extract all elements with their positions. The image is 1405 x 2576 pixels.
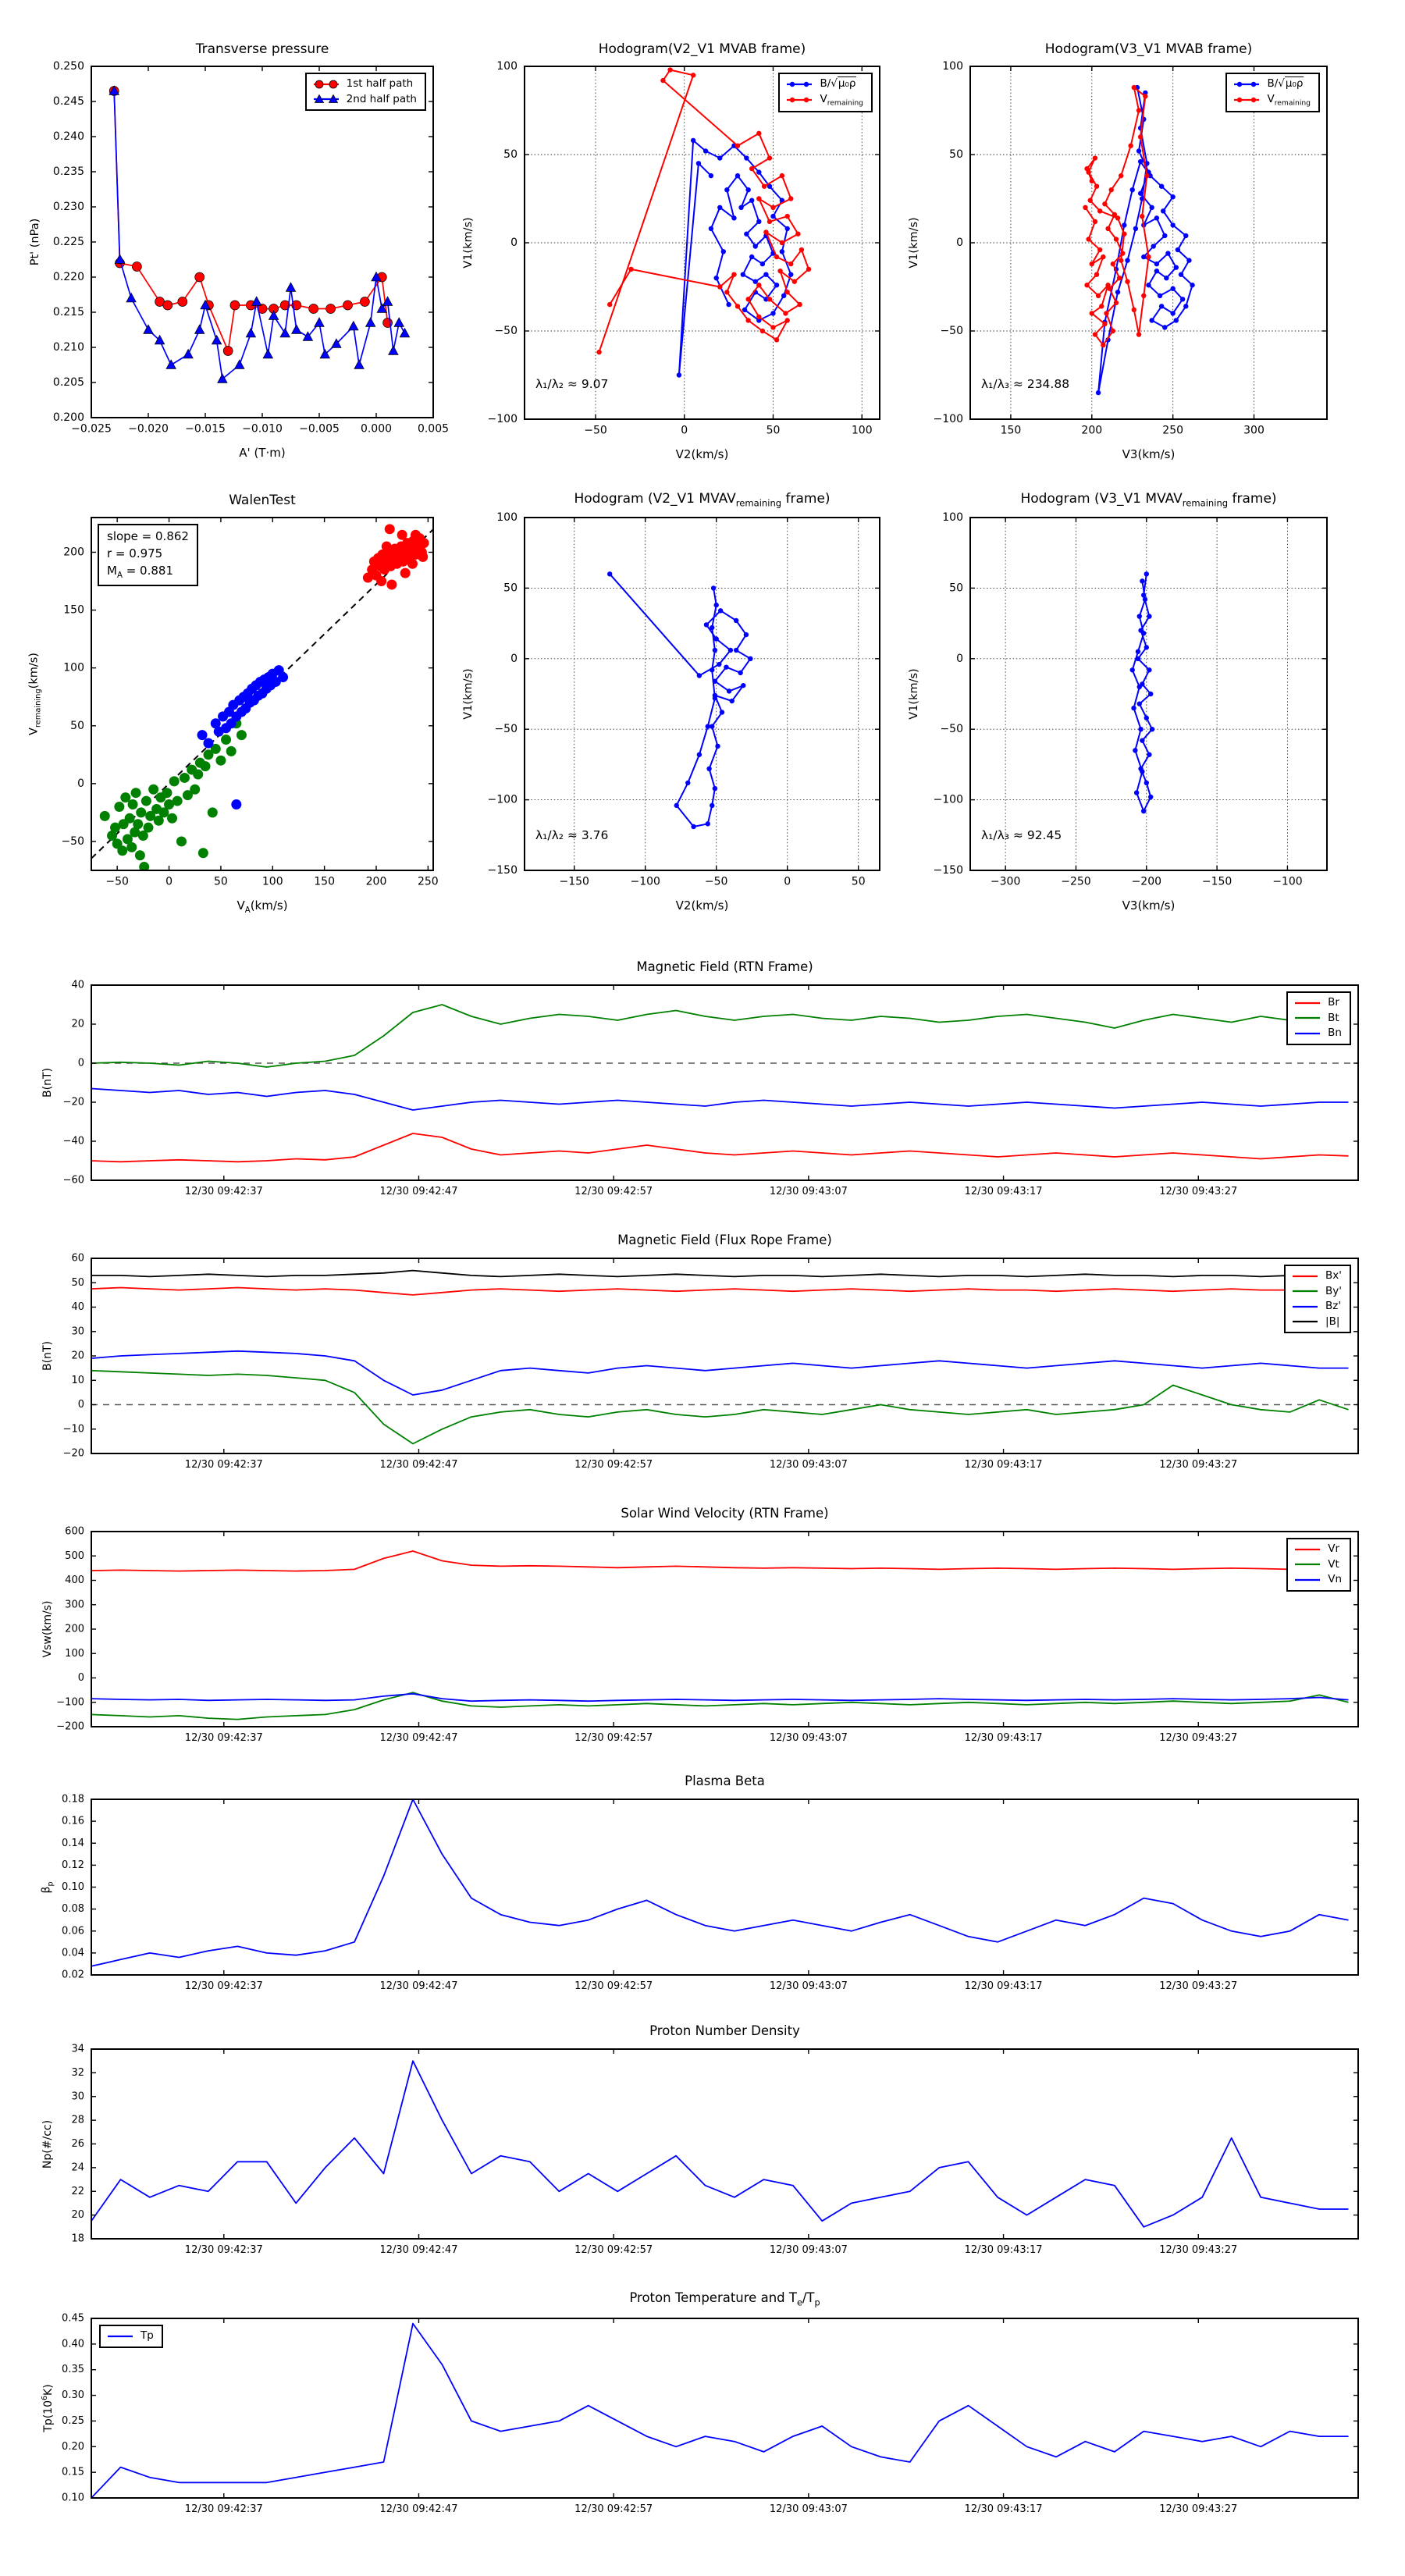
svg-text:−100: −100 [487,413,518,425]
svg-text:0: 0 [77,1399,84,1411]
svg-text:−50: −50 [494,325,518,337]
dot-line-sample-icon [785,94,813,106]
dot-line-sample-icon [1232,78,1261,91]
legend-item-label: 2nd half path [346,92,417,105]
legend [1284,1265,1351,1333]
svg-text:18: 18 [71,2233,84,2245]
svg-text:0.250: 0.250 [52,60,84,73]
plot-area [71,2043,1358,2256]
svg-text:0: 0 [77,777,84,790]
svg-text:150: 150 [1000,424,1022,437]
legend-item-label: |B| [1325,1315,1340,1328]
legend-item-label: B/√μ₀ρ [820,77,856,90]
svg-text:−40: −40 [62,1135,84,1147]
svg-text:12/30 09:42:47: 12/30 09:42:47 [379,1185,458,1197]
svg-text:−0.020: −0.020 [128,422,169,436]
svg-text:0.16: 0.16 [62,1815,84,1827]
legend-item [1293,996,1342,1010]
svg-text:−300: −300 [990,875,1021,888]
svg-text:12/30 09:43:07: 12/30 09:43:07 [769,1731,848,1744]
legend-item [1232,93,1311,109]
line-sample-icon [1291,1315,1319,1328]
svg-text:−100: −100 [933,413,963,425]
svg-text:50: 50 [70,719,84,732]
svg-text:100: 100 [496,60,518,73]
y-axis-label: Np(#/cc) [41,2119,54,2169]
svg-text:0.10: 0.10 [62,1881,84,1893]
plot-area [62,2312,1358,2515]
svg-text:10: 10 [71,1374,84,1386]
svg-text:−100: −100 [487,793,518,806]
svg-text:0: 0 [681,424,688,437]
svg-text:100: 100 [261,875,283,888]
legend-item [1291,1315,1342,1329]
svg-text:0.235: 0.235 [52,165,84,178]
svg-text:−0.025: −0.025 [71,422,112,436]
svg-text:12/30 09:42:57: 12/30 09:42:57 [574,1731,653,1744]
svg-text:50: 50 [851,875,866,888]
y-axis-label: $\beta_p$ [40,1881,55,1893]
legend-item [785,77,863,91]
svg-text:−200: −200 [56,1720,84,1733]
svg-text:50: 50 [949,582,963,595]
svg-text:0.20: 0.20 [62,2440,84,2453]
svg-text:−250: −250 [1061,875,1091,888]
svg-text:50: 50 [766,424,781,437]
chart-magnetic-field-flux-rope [41,1233,1358,1471]
svg-text:600: 600 [65,1525,84,1538]
svg-text:12/30 09:42:37: 12/30 09:42:37 [184,1185,263,1197]
legend-item-label: $V_{remaining}$ [820,92,863,108]
y-axis-label: Pt' (nPa) [29,218,41,266]
svg-text:12/30 09:42:57: 12/30 09:42:57 [574,1980,653,1992]
svg-text:12/30 09:42:47: 12/30 09:42:47 [379,2243,458,2256]
svg-text:12/30 09:42:47: 12/30 09:42:47 [379,1458,458,1471]
plot-area [487,60,880,437]
legend-item [1291,1285,1342,1299]
x-axis-label: V3(km/s) [1122,447,1176,461]
svg-text:0: 0 [77,1057,84,1069]
svg-text:20: 20 [71,2209,84,2222]
svg-text:12/30 09:43:17: 12/30 09:43:17 [964,1458,1043,1471]
svg-text:150: 150 [314,875,336,888]
legend-item [1293,1558,1342,1572]
y-axis-label: $Tp(10^6K)$ [41,2384,55,2432]
svg-text:0.25: 0.25 [62,2414,84,2427]
svg-text:100: 100 [942,60,963,73]
svg-text:−100: −100 [630,875,660,888]
chart-hodogram-v3v1-mvav [908,490,1327,913]
svg-text:0.02: 0.02 [62,1969,84,1981]
legend-item-label: Bt [1328,1011,1339,1024]
svg-text:400: 400 [65,1574,84,1586]
line-sample-icon [1293,1543,1321,1556]
svg-text:500: 500 [65,1550,84,1562]
svg-text:12/30 09:43:17: 12/30 09:43:17 [964,1185,1043,1197]
chart-title: Transverse pressure [195,41,329,57]
svg-text:−150: −150 [933,864,963,877]
line-sample-icon [1293,997,1321,1009]
svg-text:300: 300 [1243,424,1264,437]
triangle-line-sample-icon [312,93,340,105]
line-sample-icon [1293,1027,1321,1040]
legend [99,2325,163,2348]
legend-item [312,77,417,91]
svg-text:−200: −200 [1131,875,1162,888]
x-axis-label: V3(km/s) [1122,898,1176,913]
lambda-ratio-annotation: λ₁/λ₂ ≈ 9.07 [535,377,609,391]
svg-text:0.35: 0.35 [62,2364,84,2376]
x-axis-label: $V_A(km/s)$ [237,898,288,915]
svg-text:−60: −60 [62,1174,84,1187]
line-sample-icon [1293,1574,1321,1586]
legend-item-label: Bz' [1325,1300,1342,1313]
svg-text:0.245: 0.245 [52,95,84,108]
svg-text:50: 50 [949,148,963,161]
legend-item-label: Bn [1328,1026,1342,1040]
legend-item [785,93,863,109]
svg-text:0.10: 0.10 [62,2492,84,2504]
svg-text:0.225: 0.225 [52,236,84,248]
legend-item [1293,1573,1342,1587]
svg-text:12/30 09:42:57: 12/30 09:42:57 [574,2503,653,2515]
svg-text:0.005: 0.005 [417,422,450,436]
legend-item-label: Br [1328,996,1339,1009]
svg-text:−100: −100 [56,1696,84,1709]
svg-text:100: 100 [65,1647,84,1660]
legend-item-label: 1st half path [346,77,414,90]
legend [305,73,426,111]
chart-title: WalenTest [229,493,296,508]
svg-text:0.230: 0.230 [52,201,84,213]
legend-item-label: Vr [1328,1542,1339,1555]
line-sample-icon [1291,1285,1319,1297]
y-axis-label: $V_{remaining}(km/s)$ [27,653,43,735]
svg-text:−150: −150 [487,864,518,877]
legend-item [106,2329,154,2343]
svg-text:0.15: 0.15 [62,2466,84,2478]
svg-text:0: 0 [165,875,173,888]
svg-text:12/30 09:43:27: 12/30 09:43:27 [1159,1980,1238,1992]
svg-text:12/30 09:42:57: 12/30 09:42:57 [574,1458,653,1471]
chart-title: Plasma Beta [685,1774,765,1788]
chart-transverse-pressure [29,41,450,460]
svg-text:12/30 09:43:27: 12/30 09:43:27 [1159,1458,1238,1471]
svg-text:−0.015: −0.015 [185,422,226,436]
svg-text:−0.005: −0.005 [299,422,340,436]
svg-text:30: 30 [71,2090,84,2103]
svg-text:200: 200 [65,1623,84,1635]
svg-text:50: 50 [503,148,518,161]
legend-item [1293,1026,1342,1041]
svg-text:−150: −150 [1201,875,1232,888]
svg-text:0: 0 [956,237,963,249]
chart-title: Hodogram(V2_V1 MVAB frame) [598,41,806,57]
svg-text:−50: −50 [940,723,963,736]
svg-text:12/30 09:43:17: 12/30 09:43:17 [964,2243,1043,2256]
svg-text:60: 60 [71,1252,84,1265]
legend-item-label: Bx' [1325,1269,1342,1282]
plot-area [56,1525,1358,1744]
svg-text:−50: −50 [584,424,607,437]
plot-area [62,1793,1358,1992]
svg-text:0.205: 0.205 [52,376,84,389]
x-axis-label: V2(km/s) [675,447,729,461]
svg-text:12/30 09:43:17: 12/30 09:43:17 [964,1980,1043,1992]
legend-item-label: Tp [140,2329,154,2342]
chart-title: Hodogram(V3_V1 MVAB frame) [1044,41,1253,57]
svg-text:12/30 09:43:27: 12/30 09:43:27 [1159,2243,1238,2256]
svg-text:200: 200 [63,546,84,559]
y-axis-label: V1(km/s) [462,217,475,269]
x-axis-label: A' (T·m) [239,446,286,460]
lambda-ratio-annotation: λ₁/λ₃ ≈ 92.45 [981,828,1062,842]
svg-text:0.220: 0.220 [52,271,84,283]
svg-text:100: 100 [942,511,963,524]
svg-text:0.18: 0.18 [62,1793,84,1806]
svg-text:−100: −100 [933,793,963,806]
lambda-ratio-annotation: λ₁/λ₂ ≈ 3.76 [535,828,609,842]
svg-text:12/30 09:43:07: 12/30 09:43:07 [769,1458,848,1471]
y-axis-label: V1(km/s) [462,668,475,720]
legend [778,73,873,112]
svg-text:12/30 09:42:47: 12/30 09:42:47 [379,1980,458,1992]
lambda-ratio-annotation: λ₁/λ₃ ≈ 234.88 [981,377,1070,391]
svg-text:0.30: 0.30 [62,2389,84,2402]
line-sample-icon [1293,1012,1321,1024]
svg-text:0.06: 0.06 [62,1925,84,1937]
svg-text:300: 300 [65,1599,84,1611]
chart-magnetic-field-rtn [41,959,1358,1197]
svg-text:12/30 09:42:37: 12/30 09:42:37 [184,1458,263,1471]
plot-area [62,1252,1358,1471]
dot-line-sample-icon [1232,94,1261,106]
svg-text:12/30 09:43:17: 12/30 09:43:17 [964,1731,1043,1744]
chart-title: Proton Number Density [649,2023,800,2038]
svg-text:−50: −50 [494,723,518,736]
svg-text:12/30 09:42:47: 12/30 09:42:47 [379,1731,458,1744]
svg-text:−50: −50 [105,875,129,888]
svg-text:0.40: 0.40 [62,2338,84,2350]
x-axis-label: V2(km/s) [675,898,729,913]
svg-text:−0.010: −0.010 [242,422,283,436]
legend-item-label: By' [1325,1284,1342,1297]
plot-area [487,511,880,888]
svg-text:12/30 09:43:27: 12/30 09:43:27 [1159,1185,1238,1197]
line-sample-icon [1291,1300,1319,1313]
svg-text:26: 26 [71,2138,84,2150]
chart-hodogram-v3v1-mvab [908,41,1327,461]
svg-text:12/30 09:42:37: 12/30 09:42:37 [184,1731,263,1744]
svg-text:200: 200 [1081,424,1103,437]
svg-text:−150: −150 [559,875,589,888]
svg-text:0.04: 0.04 [62,1947,84,1959]
plot-area [52,60,450,436]
plot-area [933,60,1327,437]
svg-text:40: 40 [71,1301,84,1313]
chart-title: Magnetic Field (Flux Rope Frame) [617,1233,832,1247]
svg-text:22: 22 [71,2185,84,2197]
y-axis-label: V1(km/s) [908,668,920,720]
svg-text:0.200: 0.200 [52,411,84,424]
legend-item [1291,1300,1342,1314]
svg-text:40: 40 [71,979,84,991]
svg-text:12/30 09:42:37: 12/30 09:42:37 [184,1980,263,1992]
svg-text:100: 100 [496,511,518,524]
legend [1286,991,1351,1045]
line-sample-icon [1291,1270,1319,1283]
y-axis-label: Vsw(km/s) [41,1600,54,1658]
svg-text:12/30 09:42:57: 12/30 09:42:57 [574,2243,653,2256]
svg-text:250: 250 [417,875,439,888]
svg-text:100: 100 [63,661,84,674]
chart-proton-number-density [41,2023,1358,2256]
chart-plasma-beta [40,1774,1358,1992]
chart-title: Magnetic Field (RTN Frame) [636,959,813,974]
svg-text:200: 200 [365,875,387,888]
chart-hodogram-v2v1-mvav [462,490,880,913]
legend-item [1232,77,1311,91]
svg-text:20: 20 [71,1350,84,1362]
svg-text:12/30 09:42:57: 12/30 09:42:57 [574,1185,653,1197]
legend-item-label: B/√μ₀ρ [1267,77,1304,90]
legend [1225,73,1320,112]
svg-text:250: 250 [1162,424,1184,437]
svg-text:0.08: 0.08 [62,1903,84,1916]
chart-proton-temperature [41,2290,1358,2515]
svg-text:12/30 09:43:27: 12/30 09:43:27 [1159,2503,1238,2515]
svg-text:−50: −50 [61,834,84,848]
line-sample-icon [106,2330,134,2343]
legend-item [312,93,417,107]
svg-text:0: 0 [510,237,518,249]
svg-text:12/30 09:42:37: 12/30 09:42:37 [184,2503,263,2515]
walen-stats-annotation: slope = 0.862 r = 0.975 $M_A = 0.881$ [98,524,198,586]
legend-item [1293,1012,1342,1026]
chart-title: Proton Temperature and $T_e/T_p$ [629,2290,820,2307]
svg-text:12/30 09:43:07: 12/30 09:43:07 [769,2243,848,2256]
plot-area [933,511,1327,888]
svg-text:0: 0 [956,652,963,665]
svg-text:12/30 09:43:17: 12/30 09:43:17 [964,2503,1043,2515]
y-axis-label: B(nT) [41,1341,54,1371]
svg-text:12/30 09:43:27: 12/30 09:43:27 [1159,1731,1238,1744]
svg-text:12/30 09:42:47: 12/30 09:42:47 [379,2503,458,2515]
svg-text:0.14: 0.14 [62,1837,84,1849]
svg-text:100: 100 [851,424,873,437]
legend-item-label: Vn [1328,1573,1342,1586]
svg-text:28: 28 [71,2114,84,2126]
y-axis-label: V1(km/s) [908,217,920,269]
svg-text:20: 20 [71,1018,84,1030]
svg-text:−50: −50 [940,325,963,337]
svg-text:0: 0 [77,1672,84,1684]
legend [1286,1538,1351,1592]
plot-area [62,979,1358,1197]
legend-item-label: Vt [1328,1557,1339,1571]
svg-text:32: 32 [71,2066,84,2079]
svg-text:−50: −50 [704,875,728,888]
svg-text:30: 30 [71,1325,84,1338]
svg-text:12/30 09:43:07: 12/30 09:43:07 [769,1185,848,1197]
svg-text:0.45: 0.45 [62,2312,84,2325]
circle-line-sample-icon [312,78,340,91]
svg-text:0.210: 0.210 [52,341,84,354]
svg-text:0.000: 0.000 [360,422,393,436]
chart-title: Hodogram (V2_V1 $MVAV_{remaining}$ frame) [574,490,831,508]
svg-text:24: 24 [71,2161,84,2174]
svg-text:0.240: 0.240 [52,130,84,143]
svg-text:12/30 09:43:07: 12/30 09:43:07 [769,2503,848,2515]
svg-text:150: 150 [63,603,84,617]
legend-item [1293,1542,1342,1557]
svg-text:−100: −100 [1272,875,1303,888]
svg-text:−10: −10 [62,1423,84,1436]
line-sample-icon [1293,1558,1321,1571]
chart-title: Hodogram (V3_V1 $MVAV_{remaining}$ frame) [1020,490,1277,508]
svg-text:50: 50 [213,875,228,888]
svg-text:50: 50 [503,582,518,595]
legend-item-label: $V_{remaining}$ [1267,92,1311,108]
chart-walen-test [27,493,439,915]
svg-text:−20: −20 [62,1447,84,1460]
svg-text:12/30 09:42:37: 12/30 09:42:37 [184,2243,263,2256]
svg-text:0.12: 0.12 [62,1859,84,1871]
chart-title: Solar Wind Velocity (RTN Frame) [621,1506,829,1521]
chart-solar-wind-velocity [41,1506,1358,1744]
svg-text:0: 0 [784,875,791,888]
dot-line-sample-icon [785,78,813,91]
svg-text:34: 34 [71,2043,84,2055]
legend-item [1291,1269,1342,1283]
svg-text:0: 0 [510,652,518,665]
svg-text:−20: −20 [62,1096,84,1108]
svg-text:0.215: 0.215 [52,306,84,318]
svg-text:50: 50 [71,1276,84,1289]
chart-hodogram-v2v1-mvab [462,41,880,461]
y-axis-label: B(nT) [41,1068,54,1098]
svg-text:12/30 09:43:07: 12/30 09:43:07 [769,1980,848,1992]
